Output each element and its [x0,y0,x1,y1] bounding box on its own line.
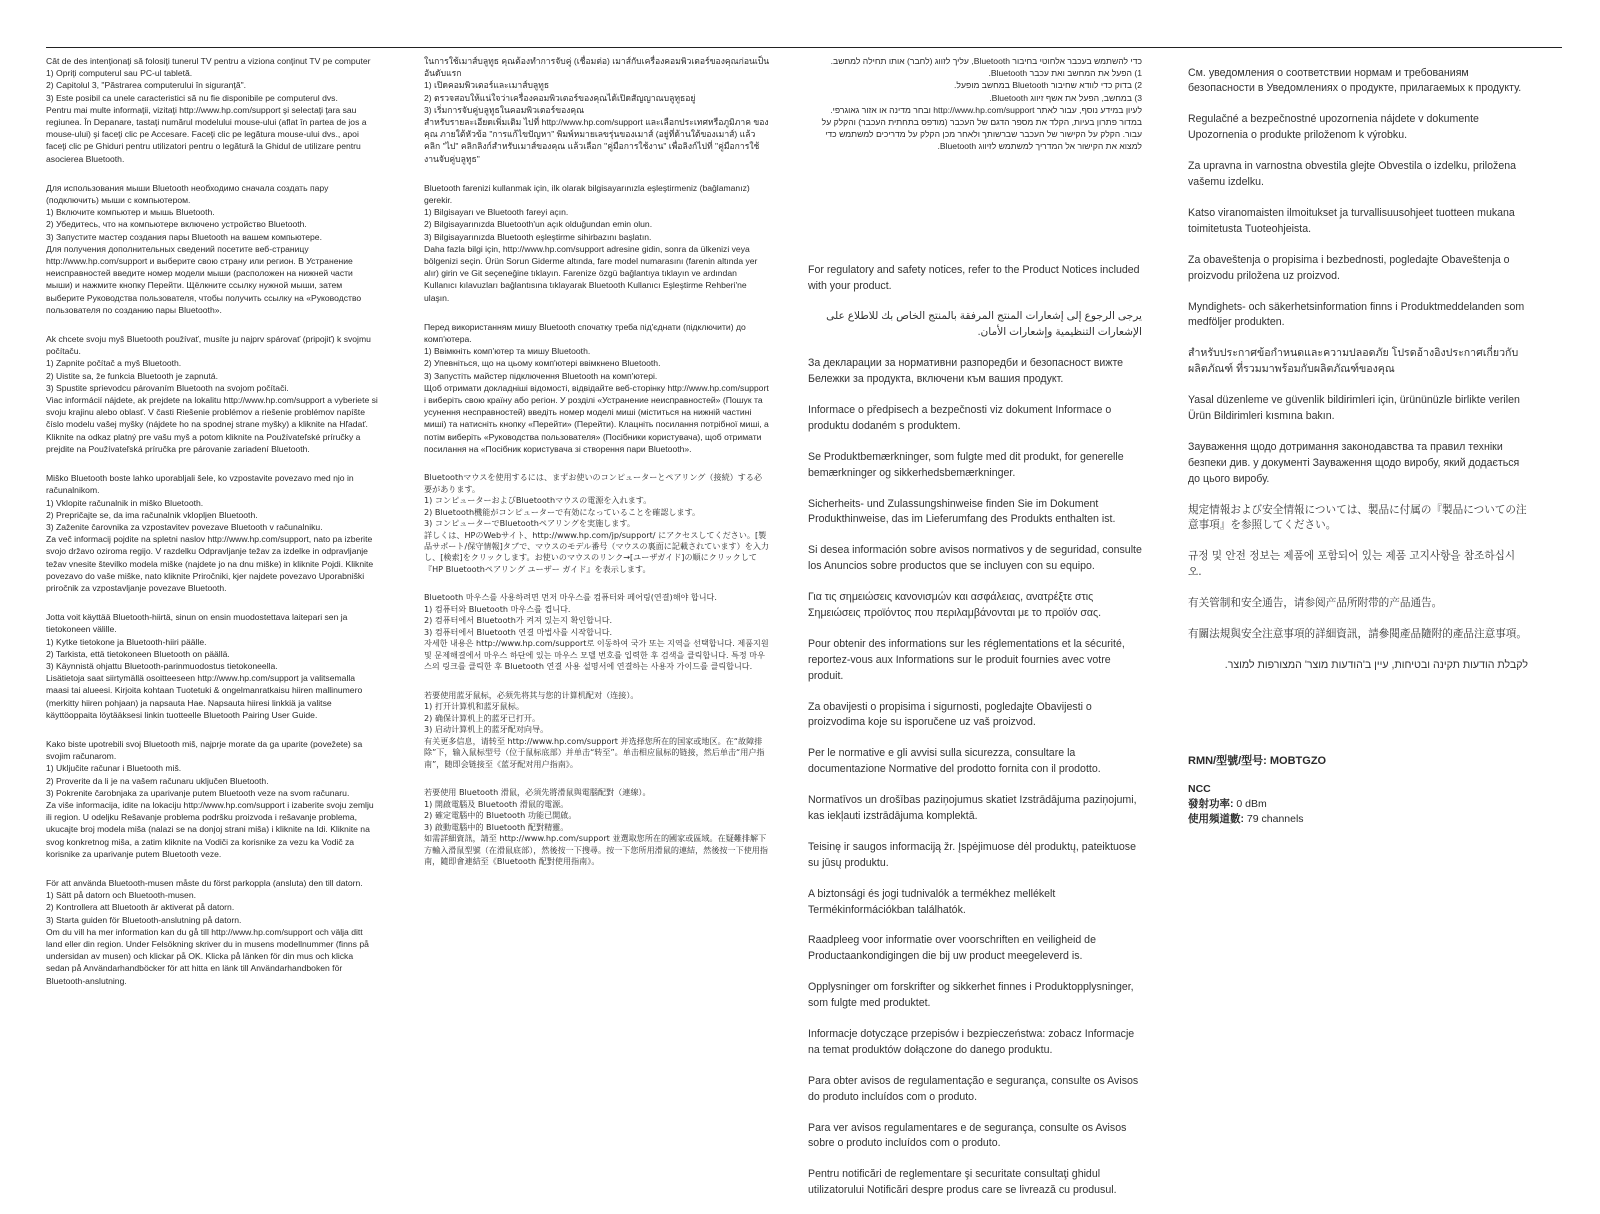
block-step: 3) Bilgisayarınızda Bluetooth eşleştirme sihirbazını başlatın. [424,231,652,242]
notice-paragraph: 有关管制和安全通告，请参阅产品所附带的产品通告。 [1188,597,1443,610]
notice-paragraph: Regulačné a bezpečnostné upozornenia nájdete v dokumente Upozornenia o produkte priloženom k výrobku. [1188,113,1479,142]
block-step: 1) Kytke tietokone ja Bluetooth-hiiri päälle. [46,636,207,647]
notice-paragraph: Katso viranomaisten ilmoitukset ja turvallisuusohjeet tuotteen mukana toimitetusta Tuoteohjeista. [1188,206,1515,235]
block-step: 3) Запустите мастер создания пары Bluetooth на вашем компьютере. [46,231,322,242]
block-intro: Перед використанням мишу Bluetooth спочатку треба під'єднати (підключити) до комп'ютера. [424,321,746,345]
block-intro: Jotta voit käyttää Bluetooth-hiirtä, sinun on ensin muodostettava laitepari sen ja tietokoneen välille. [46,612,348,635]
ncc-power: 發射功率: 0 dBm [1188,797,1267,810]
block-step: 1) 打开计算机和蓝牙鼠标。 [424,701,524,712]
block-step: 2) Упевніться, що на цьому комп'ютері ввімкнено Bluetooth. [424,358,661,369]
block-step: 2) Uistite sa, že funkcia Bluetooth je zapnutá. [46,370,218,381]
block-more-info: Za več informacij pojdite na spletni naslov http://www.hp.com/support, nato pa izberite svojo državo oziroma regijo. V razdelku Odpravljanje težav za izdelke in odpravljanje težav vnesite številko modela miške (najdete jo na dnu miške) in kliknite Pojdi. Kliknite povezavo do vaše miške, nato kliknite Priročniki, kjer najdete povezavo Uporabniški priročnik za vzpostavljanje povezave Bluetooth. [46,534,374,593]
block-intro: För att använda Bluetooth-musen måste du först parkoppla (ansluta) den till datorn. [46,877,363,888]
notice-paragraph: לקבלת הודעות תקינה ובטיחות, עיין ב'הודעות מוצר' המצורפות למוצר. [1224,658,1528,671]
column-3 [808,55,1142,1214]
regulatory-notices-list [808,263,1142,1200]
hebrew-instructions [808,55,1142,153]
block-step: 1) Opriţi computerul sau PC-ul tabletă. [46,68,193,79]
instruction-block [424,787,770,867]
block-intro: Bluetooth 마우스를 사용하려면 먼저 마우스를 컴퓨터와 페어링(연결)해야 합니다. [424,592,717,603]
block-step: 1) Uključite računar i Bluetooth miš. [46,763,182,774]
block-step: 2) Prepričajte se, da ima računalnik vklopljen Bluetooth. [46,509,258,520]
notice-paragraph: Para obter avisos de regulamentação e segurança, consulte os Avisos do produto incluídos com o produto. [808,1074,1139,1103]
notice-paragraph: Para ver avisos regulamentares e de segurança, consulte os Avisos sobre o produto incluídos com o produto. [808,1121,1127,1150]
instruction-block [46,472,378,594]
notice-paragraph: Για τις σημειώσεις κανονισμών και ασφάλειας, ανατρέξτε στις Σημειώσεις προϊόντος που περιλαμβάνονται με το προϊόν σας. [808,591,1102,619]
block-step: 2) Capitolul 3, "Păstrarea computerului în siguranţă". [46,80,247,91]
top-rule [46,47,1562,48]
block-more-info: Daha fazla bilgi için, http://www.hp.com/support adresine gidin, sonra da ülkenizi veya bölgenizi seçin. Ürün Sorun Giderme altında, fare model numarasını (farenin altında yer alır) girin ve Git seçeneğine tıklayın. Farenize özgü bağlantıya tıklayın ve ardından Kullanıcı kılavuzları bağlantısına tıklayarak Bluetooth Kullanıcı Eşleştirme Rehberi'ne ulaşın. [424,243,758,303]
block-intro: ในการใช้เมาส์บลูทูธ คุณต้องทำการจับคู่ (เชื่อมต่อ) เมาส์กับเครื่องคอมพิวเตอร์ของคุณก่อนเป็นอันดับแรก [424,56,770,79]
block-intro: Bluetooth farenizi kullanmak için, ilk olarak bilgisayarınızla eşleştirmeniz (bağlamanız) gerekir. [424,182,750,206]
block-step: 1) Vklopite računalnik in miško Bluetooth. [46,497,204,508]
notice-paragraph: Si desea información sobre avisos normativos y de seguridad, consulte los Anuncios sobre productos que se incluyen con su equipo. [808,544,1142,573]
notice-paragraph: For regulatory and safety notices, refer to the Product Notices included with your product. [808,263,1140,292]
ncc-block [1188,782,1528,828]
block-step: 1) 컴퓨터와 Bluetooth 마우스를 켭니다. [424,603,571,614]
block-more-info: 如需詳細資訊，請至 http://www.hp.com/support 並選取您所在的國家或區域。在疑難排解下方輸入滑鼠型號（在滑鼠底部），然後按一下搜尋。按一下您所用滑鼠的連結，然後按一下使用指南，隨即會連結至《Bluetooth 配對使用指南》。 [424,833,768,867]
notice-paragraph: Yasal düzenleme ve güvenlik bildirimleri için, ürününüzle birlikte verilen Ürün Bildirimleri kısmına bakın. [1188,394,1520,422]
instruction-block [46,182,378,316]
block-more-info: Для получения дополнительных сведений посетите веб-страницу http://www.hp.com/support и выберите свою страну или регион. В Устранение неисправностей введите номер модели мыши (расположен на нижней части мыши) и нажмите кнопку Перейти. Щёлкните ссылку нужной мыши, затем выберите Руководства пользователя, чтобы получить ссылку на «Руководство пользователя по созданию пары Bluetooth». [46,243,362,315]
block-more-info: 자세한 내용은 http://www.hp.com/support로 이동하여 국가 또는 지역을 선택합니다. 제품지원 및 문제해결에서 마우스 하단에 있는 마우스 모델 번호를 입력한 후 검색을 클릭합니다. 특정 마우스의 링크를 클릭한 후 Bluetooth 연결 사용 설명서에 연결하는 사용자 가이드를 클릭합니다. [424,638,769,672]
block-step: 3) 启动计算机上的蓝牙配对向导。 [424,724,549,735]
hebrew-step-3: 3) במחשב, הפעל את אשף זיווג Bluetooth. [989,92,1142,103]
notice-paragraph: Sicherheits- und Zulassungshinweise finden Sie im Dokument Produkthinweise, das im Lieferumfang des Produkts enthalten ist. [808,497,1116,526]
block-step: 2) Убедитесь, что на компьютере включено устройство Bluetooth. [46,219,307,230]
column-2 [424,55,770,885]
notice-paragraph: สำหรับประกาศข้อกำหนดและความปลอดภัย โปรดอ้างอิงประกาศเกี่ยวกับผลิตภัณฑ์ ที่รวมมาพร้อมกับผลิตภัณฑ์ของคุณ [1188,347,1519,376]
block-intro: Для использования мыши Bluetooth необходимо сначала создать пару (подключить) мыши с компьютером. [46,182,329,206]
instruction-block [424,592,770,672]
block-intro: 若要使用 Bluetooth 滑鼠，必須先將滑鼠與電腦配對（連線）。 [424,787,651,798]
block-step: 2) 确保计算机上的蓝牙已打开。 [424,712,541,723]
block-step: 3) Käynnistä ohjattu Bluetooth-parinmuodostus tietokoneella. [46,660,278,671]
instruction-block [46,611,378,721]
instruction-block [46,55,378,165]
notice-paragraph: Raadpleeg voor informatie over voorschriften en veiligheid de Productaankondigingen die bij uw product meegeleverd is. [808,934,1096,963]
block-step: 3) Este posibil ca unele caracteristici să nu fie disponibile pe computerul dvs. [46,92,338,103]
instruction-block [424,690,770,770]
notice-paragraph: 규정 및 안전 정보는 제품에 포함되어 있는 제품 고지사항을 참조하십시오. [1188,550,1516,579]
block-intro: Ak chcete svoju myš Bluetooth používať, musíte ju najprv spárovať (pripojiť) k svojmu počítaču. [46,334,371,357]
block-step: 1) Sätt på datorn och Bluetooth-musen. [46,890,197,901]
ncc-channels: 使用頻道數: 79 channels [1188,813,1304,826]
hebrew-step-2: 2) בדוק כדי לוודא שחיבור Bluetooth במחשב מופעל. [954,80,1142,91]
block-step: 2) 컴퓨터에서 Bluetooth가 켜져 있는지 확인합니다. [424,615,613,626]
notice-paragraph: Myndighets- och säkerhetsinformation finns i Produktmeddelanden som medföljer produkten. [1188,300,1525,329]
block-step: 3) コンピューターでBluetoothペアリングを実施します。 [424,518,635,529]
notice-paragraph: За декларации за нормативни разпоредби и безопасност вижте Бележки за продукта, включени към вашия продукт. [808,357,1124,386]
notice-paragraph: Opplysninger om forskrifter og sikkerhet finnes i Produktopplysninger, som fulgte med produktet. [808,981,1134,1010]
block-step: 2) Kontrollera att Bluetooth är aktiverat på datorn. [46,902,235,913]
notice-paragraph: Za upravna in varnostna obvestila glejte Obvestila o izdelku, priložena vašemu izdelku. [1188,160,1517,189]
block-step: 2) Tarkista, että tietokoneen Bluetooth on päällä. [46,648,230,659]
block-step: 3) Pokrenite čarobnjaka za uparivanje putem Bluetooth veze na svom računaru. [46,787,350,798]
block-intro: Bluetoothマウスを使用するには、まずお使いのコンピューターとペアリング（接続）する必要があります。 [424,472,763,494]
instruction-block [424,55,770,165]
block-more-info: 詳しくは、HPのWebサイト、http://www.hp.com/jp/support/ にアクセスしてください。[製品サポート/保守情報]タブで、マウスのモデル番号（マウスの裏面に記載されています）を入力し、[検索]をクリックします。お使いのマウスのリンク→[ユーザガイド]の順にクリックして『HP Bluetoothペアリング ユーザー ガイド』を表示します。 [424,529,770,574]
block-step: 1) 開啟電腦及 Bluetooth 滑鼠的電源。 [424,798,569,809]
block-step: 3) 컴퓨터에서 Bluetooth 연결 마법사를 시작합니다. [424,626,613,637]
instruction-block [46,877,378,987]
instruction-block [424,321,770,455]
column-4 [1188,55,1528,827]
block-step: 2) Bilgisayarınızda Bluetooth'un açık olduğundan emin olun. [424,219,653,230]
block-step: 3) Zaženite čarovnika za vzpostavitev povezave Bluetooth v računalniku. [46,521,323,532]
block-intro: Cât de des intenţionaţi să folosiţi tunerul TV pentru a viziona conţinut TV pe computer [46,56,371,66]
block-step: 2) ตรวจสอบให้แน่ใจว่าเครื่องคอมพิวเตอร์ของคุณได้เปิดสัญญาณบลูทูธอยู่ [424,92,696,103]
block-more-info: Viac informácií nájdete, ak prejdete na lokalitu http://www.hp.com/support a vyberiete si svoju krajinu alebo oblasť. V časti Riešenie problémov a riešenie problémov napíšte číslo modelu vašej myšky (nájdete ho na spodnej strane myšky) a kliknite na Hľadať. Kliknite na odkaz platný pre vašu myš a potom kliknite na Používateľské príručky a prejdite na Používateľská príručka pre párovanie zariadení Bluetooth. [46,395,378,454]
block-intro: Kako biste upotrebili svoj Bluetooth miš, najprje morate da ga uparite (povežete) sa svojim računarom. [46,738,363,762]
hebrew-intro: כדי להשתמש בעכבר אלחוטי בחיבור Bluetooth, עליך לזווג (לחבר) אותו תחילה למחשב. [830,56,1142,66]
block-more-info: Lisätietoja saat siirtymällä osoitteeseen http://www.hp.com/support ja valitsemalla maasi tai alueesi. Kirjoita kohtaan Tuotetuki & ongelmanratkaisu hiiren mallinumero (merkitty hiiren pohjaan) ja napsauta Hae. Napsauta hiiresi linkkiä ja valitse käyttöoppaita löytääksesi linkin tuotteelle Bluetooth Pairing User Guide. [46,673,363,720]
block-intro: 若要使用蓝牙鼠标，必须先将其与您的计算机配对（连接）。 [424,689,639,700]
hebrew-step-1: 1) הפעל את המחשב ואת עכבר Bluetooth. [988,68,1142,79]
rmn-model-number: RMN/型號/型号: MOBTGZO [1188,754,1327,767]
notice-paragraph: Za obaveštenja o propisima i bezbednosti, pogledajte Obaveštenja o proizvodu priložena uz proizvod. [1188,253,1510,282]
notice-paragraph: Za obavijesti o propisima i sigurnosti, pogledajte Obavijesti o proizvodima koje su isporučene uz vaš proizvod. [808,700,1092,729]
block-step: 3) Spustite sprievodcu párovaním Bluetooth na svojom počítači. [46,382,289,393]
notice-paragraph: Teisinę ir saugos informaciją žr. Įspėjimuose dėl produktų, pateiktuose su jūsų produktu. [808,840,1136,869]
block-step: 3) 啟動電腦中的 Bluetooth 配對精靈。 [424,821,569,832]
notice-paragraph: Зауваження щодо дотримання законодавства та правил техніки безпеки див. у документі Зауваження щодо виробу, який додається до цього виробу. [1188,440,1520,485]
block-more-info: สำหรับรายละเอียดเพิ่มเติม ไปที่ http://www.hp.com/support และเลือกประเทศหรือภูมิภาค ของคุณ ภายใต้หัวข้อ "การแก้ไขปัญหา" พิมพ์หมายเลขรุ่นของเมาส์ (อยู่ที่ด้านใต้ของเมาส์) แล้วคลิก "ไป" คลิกลิงก์สำหรับเมาส์ของคุณ แล้วเลือก "คู่มือการใช้งาน" เพื่อลิงก์ไปที่ "คู่มือการใช้งานจับคู่บลูทูธ" [424,117,769,164]
instruction-block [424,472,770,575]
block-intro: Miško Bluetooth boste lahko uporabljali šele, ko vzpostavite povezavo med njo in računalnikom. [46,473,354,496]
block-step: 1) Bilgisayarı ve Bluetooth fareyi açın. [424,207,569,218]
block-step: 3) Starta guiden för Bluetooth-anslutning på datorn. [46,914,242,925]
block-step: 2) Bluetooth機能がコンピューターで有効になっていることを確認します。 [424,506,701,517]
notice-paragraph: Normatīvos un drošības paziņojumus skatiet Izstrādājuma paziņojumi, kas iekļauti izstrādājuma komplektā. [808,794,1137,822]
instruction-block [46,333,378,455]
block-more-info: Щоб отримати докладніші відомості, відвідайте веб-сторінку http://www.hp.com/support і виберіть свою країну або регіон. У розділі «Устранение неисправностей» (Пошук та усунення несправностей) введіть номер моделі миші (міститься на нижній частині миші) та натисніть кнопку «Перейти» (Перейти). Клацніть посилання потрібної миші, а потім виберіть «Руководства пользователя» (Посібники користувача), щоб отримати посилання на «Посібник користувача зі створення пари Bluetooth». [424,382,769,454]
block-step: 1) Ввімкніть комп'ютер та мишу Bluetooth. [424,346,591,357]
block-step: 1) เปิดคอมพิวเตอร์และเมาส์บลูทูธ [424,80,550,91]
block-step: 2) Proverite da li je na vašem računaru uključen Bluetooth. [46,775,269,786]
notice-paragraph: Se Produktbemærkninger, som fulgte med dit produkt, for generelle bemærkninger og sikkerhedsbemærkninger. [808,450,1124,479]
block-step: 1) コンピューターおよびBluetoothマウスの電源を入れます。 [424,495,652,506]
hebrew-more-info: לעיון במידע נוסף, עבור לאתר http://www.hp.com/support ובחר מדינה או אזור גאוגרפי. במדור פתרון בעיות, הקלד את מספר הדגם של העכבר (מודפס בתחתית העכבר) והקלק על עבור. הקלק על הקישור של העכבר שברשותך ולאחר מכן הקלק על מדריכים למשתמש כדי למצוא את הקישור אל המדריך למשתמש לזיווג Bluetooth. [821,104,1142,152]
notice-paragraph: Per le normative e gli avvisi sulla sicurezza, consultare la documentazione Normative del prodotto fornita con il prodotto. [808,747,1101,776]
notice-paragraph: Pour obtenir des informations sur les réglementations et la sécurité, reportez-vous aux Informations sur le produit fournies avec votre produit. [808,637,1125,682]
block-more-info: Om du vill ha mer information kan du gå till http://www.hp.com/support och välja ditt land eller din region. Under Felsökning skriver du in musens modellnummer (finns på undersidan av musen) och klickar på OK. Klicka på länken för din mus och klicka sedan på Användarhandböcker för att hitta en länk till Användarhandboken för Bluetooth-anslutning. [46,926,369,986]
block-more-info: 有关更多信息，请转至 http://www.hp.com/support 并选择您所在的国家或地区。在“故障排除”下，输入鼠标型号（位于鼠标底部）并单击“转至”。单击相应鼠标的链接，然后单击“用户指南”，随即会链接至《蓝牙配对用户指南》。 [424,735,765,769]
block-more-info: Za više informacija, idite na lokaciju http://www.hp.com/support i izaberite svoju zemlju ili region. U odeljku Rešavanje problema podršku proizvoda i rešavanje problema, ukucajte broj modela miša (nalazi se na donjoj strani miša) i kliknite na Idi. Kliknite na svog konkretnog miša, a zatim kliknite na Vodiči za korisnike za vezu ka Vodič za korisnike za uparivanje putem Bluetooth veze. [46,799,374,859]
ncc-title: NCC [1188,782,1211,795]
notice-paragraph: 有關法規與安全注意事項的詳細資訊，請參閱產品隨附的產品注意事項。 [1188,627,1527,640]
instruction-block [424,182,770,304]
column-1 [46,55,378,1004]
block-step: 1) Включите компьютер и мышь Bluetooth. [46,207,215,218]
block-step: 2) 確定電腦中的 Bluetooth 功能已開啟。 [424,810,577,821]
block-step: 3) Запустіть майстер підключення Bluetooth на комп'ютері. [424,370,658,381]
notice-paragraph: Pentru notificări de reglementare şi securitate consultaţi ghidul utilizatorului Notificări despre produs care se livrează cu produsul. [808,1168,1117,1197]
notice-paragraph: Informace o předpisech a bezpečnosti viz dokument Informace o produktu dodaném s produktem. [808,403,1112,432]
block-step: 1) Zapnite počítač a myš Bluetooth. [46,358,182,369]
notice-paragraph: См. уведомления о соответствии нормам и требованиям безопасности в Уведомлениях о продукте, прилагаемых к продукту. [1188,66,1522,95]
notice-paragraph: A biztonsági és jogi tudnivalók a termékhez mellékelt Termékinformációkban találhatók. [808,887,1056,916]
notice-paragraph: Informacje dotyczące przepisów i bezpieczeństwa: zobacz Informacje na temat produktów dołączone do danego produktu. [808,1028,1135,1056]
block-step: 3) เริ่มการจับคู่บลูทูธในคอมพิวเตอร์ของคุณ [424,104,585,115]
regulatory-notices-list-2 [1188,66,1528,674]
notice-paragraph: يرجى الرجوع إلى إشعارات المنتج المرفقة بالمنتج الخاص بك للاطلاع على الإشعارات التنظيمية وإشعارات الأمان. [826,310,1142,339]
block-more-info: Pentru mai multe informaţii, vizitaţi http://www.hp.com/support şi selectaţi ţara sau regiunea. În Depanare, tastaţi numărul modelului mouse-ului (aflat în partea de jos a mouse-ului) şi faceţi clic pe Accesare. Faceţi clic pe legătura mouse-ului dvs., apoi faceţi clic pe Ghiduri pentru utilizatori pentru o legătură la Ghidul de utilizare pentru asocierea Bluetooth. [46,104,367,164]
notice-paragraph: 規定情報および安全情報については、製品に付属の『製品についての注意事項』を参照してください。 [1188,503,1527,532]
instruction-block [46,738,378,860]
